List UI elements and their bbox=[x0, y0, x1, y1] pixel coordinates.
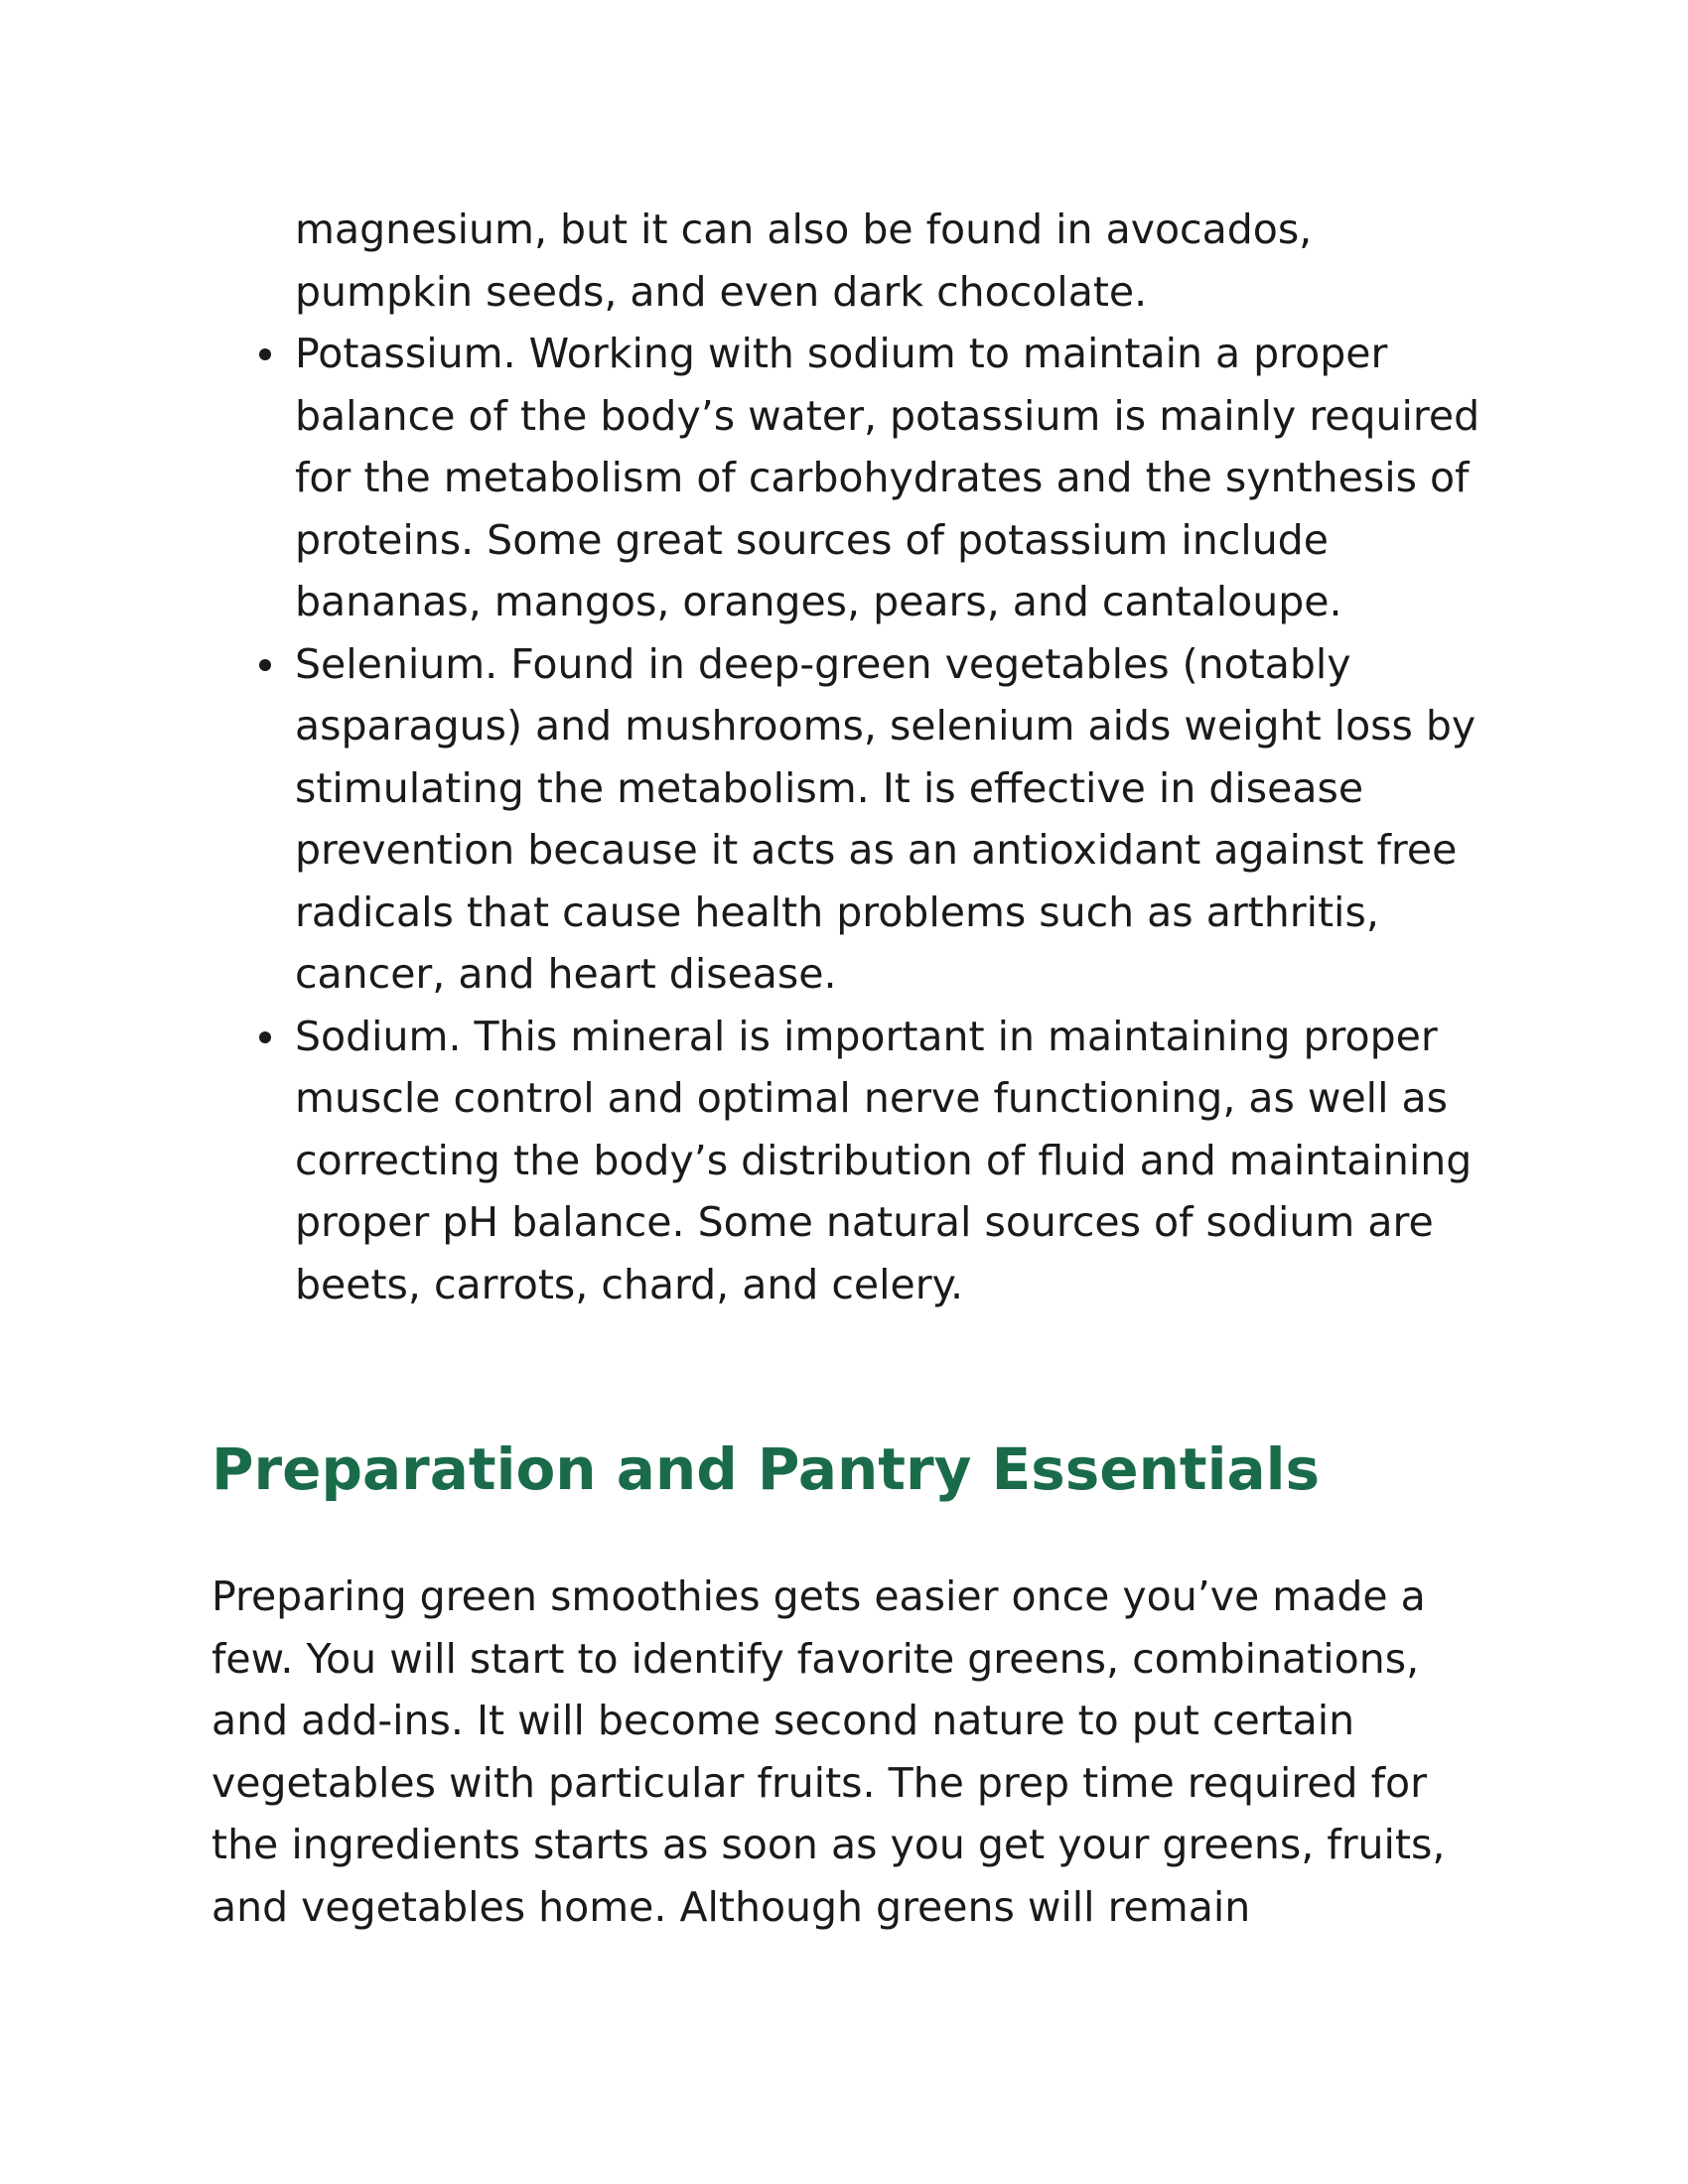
mineral-list bbox=[295, 323, 1506, 1315]
bullet-icon bbox=[259, 659, 271, 671]
list-item-text: Potassium. Working with sodium to maintain a proper balance of the body’s water, potassium is mainly required for the metabolism of carbohydrates and the synthesis of proteins. Some great sources of potassium include bananas, mangos, oranges, pears, and cantaloupe. bbox=[295, 330, 1480, 625]
list-item-potassium bbox=[295, 323, 1506, 633]
list-item-text: Selenium. Found in deep-green vegetables (notably asparagus) and mushrooms, selenium aids weight loss by stimulating the metabolism. It is effective in disease prevention because it acts as an antioxidant against free radicals that cause health problems such as arthritis, cancer, and heart disease. bbox=[295, 639, 1477, 998]
bullet-icon bbox=[259, 1031, 271, 1043]
section-heading: Preparation and Pantry Essentials bbox=[211, 1435, 1321, 1503]
list-item-sodium bbox=[295, 1006, 1506, 1316]
section-paragraph: Preparing green smoothies gets easier once you’ve made a few. You will start to identify favorite greens, combinations, and add-ins. It will become second nature to put certain vegetables with particular fruits. The prep time required for the ingredients starts as soon as you get your greens, fruits, and vegetables home. Although greens will remain bbox=[211, 1572, 1446, 1931]
list-item-selenium bbox=[295, 633, 1506, 1006]
continuation-paragraph: magnesium, but it can also be found in avocados, pumpkin seeds, and even dark chocolate. bbox=[295, 205, 1313, 316]
list-item-text: Sodium. This mineral is important in maintaining proper muscle control and optimal nerve functioning, as well as correcting the body’s distribution of fluid and maintaining proper pH balance. Some natural sources of sodium are beets, carrots, chard, and celery. bbox=[295, 1012, 1473, 1308]
bullet-icon bbox=[259, 348, 271, 360]
